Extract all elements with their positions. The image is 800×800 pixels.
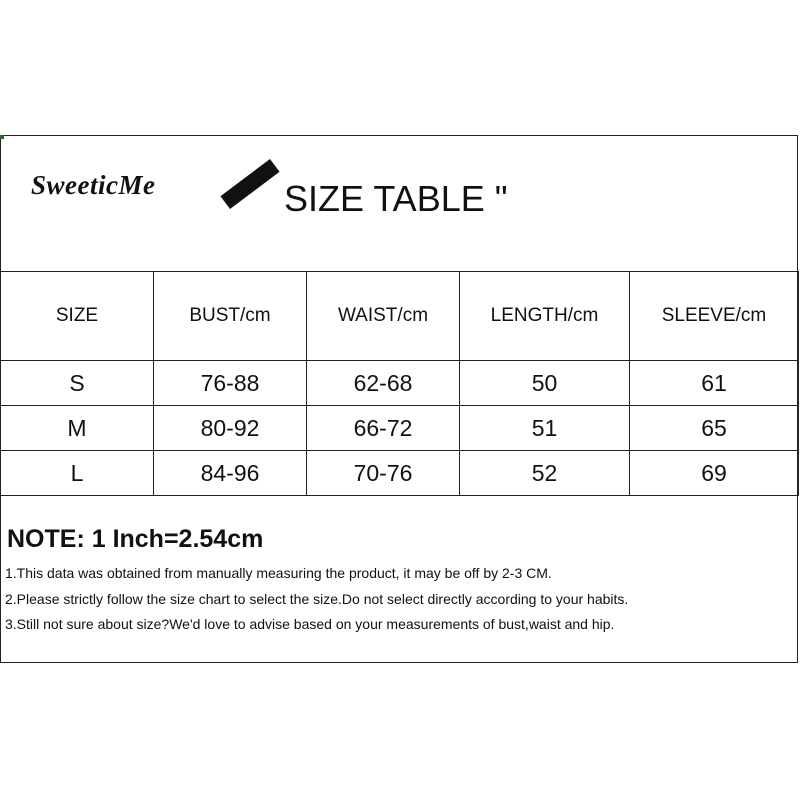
waist-cell: 70-76 — [307, 451, 460, 496]
column-header-size: SIZE — [1, 272, 154, 361]
column-header-waist: WAIST/cm — [307, 272, 460, 361]
corner-mark — [0, 135, 4, 139]
length-cell: 50 — [460, 361, 630, 406]
bust-cell: 84-96 — [154, 451, 307, 496]
size-chart-header — [1, 136, 797, 272]
note-line-2: 2.Please strictly follow the size chart to select the size.Do not select directly according to your habits. — [5, 591, 629, 607]
length-cell: 51 — [460, 406, 630, 451]
table-header-row — [1, 272, 799, 361]
sleeve-cell: 61 — [630, 361, 799, 406]
page-title: SIZE TABLE " — [284, 178, 508, 219]
size-cell: M — [1, 406, 154, 451]
table-row — [1, 406, 799, 451]
brand-logo: SweeticMe — [31, 170, 156, 200]
slash-mark — [220, 159, 279, 209]
note-line-1: 1.This data was obtained from manually measuring the product, it may be off by 2-3 CM. — [5, 565, 552, 581]
bust-cell: 76-88 — [154, 361, 307, 406]
note-line-3: 3.Still not sure about size?We'd love to advise based on your measurements of bust,waist and hip. — [5, 616, 615, 632]
column-header-sleeve: SLEEVE/cm — [630, 272, 799, 361]
size-table — [0, 271, 799, 496]
length-cell: 52 — [460, 451, 630, 496]
bust-cell: 80-92 — [154, 406, 307, 451]
waist-cell: 66-72 — [307, 406, 460, 451]
column-header-length: LENGTH/cm — [460, 272, 630, 361]
sleeve-cell: 69 — [630, 451, 799, 496]
size-cell: S — [1, 361, 154, 406]
waist-cell: 62-68 — [307, 361, 460, 406]
table-row — [1, 361, 799, 406]
note-section — [1, 495, 799, 663]
size-cell: L — [1, 451, 154, 496]
sleeve-cell: 65 — [630, 406, 799, 451]
column-header-bust: BUST/cm — [154, 272, 307, 361]
note-title: NOTE: 1 Inch=2.54cm — [7, 525, 264, 553]
table-row — [1, 451, 799, 496]
